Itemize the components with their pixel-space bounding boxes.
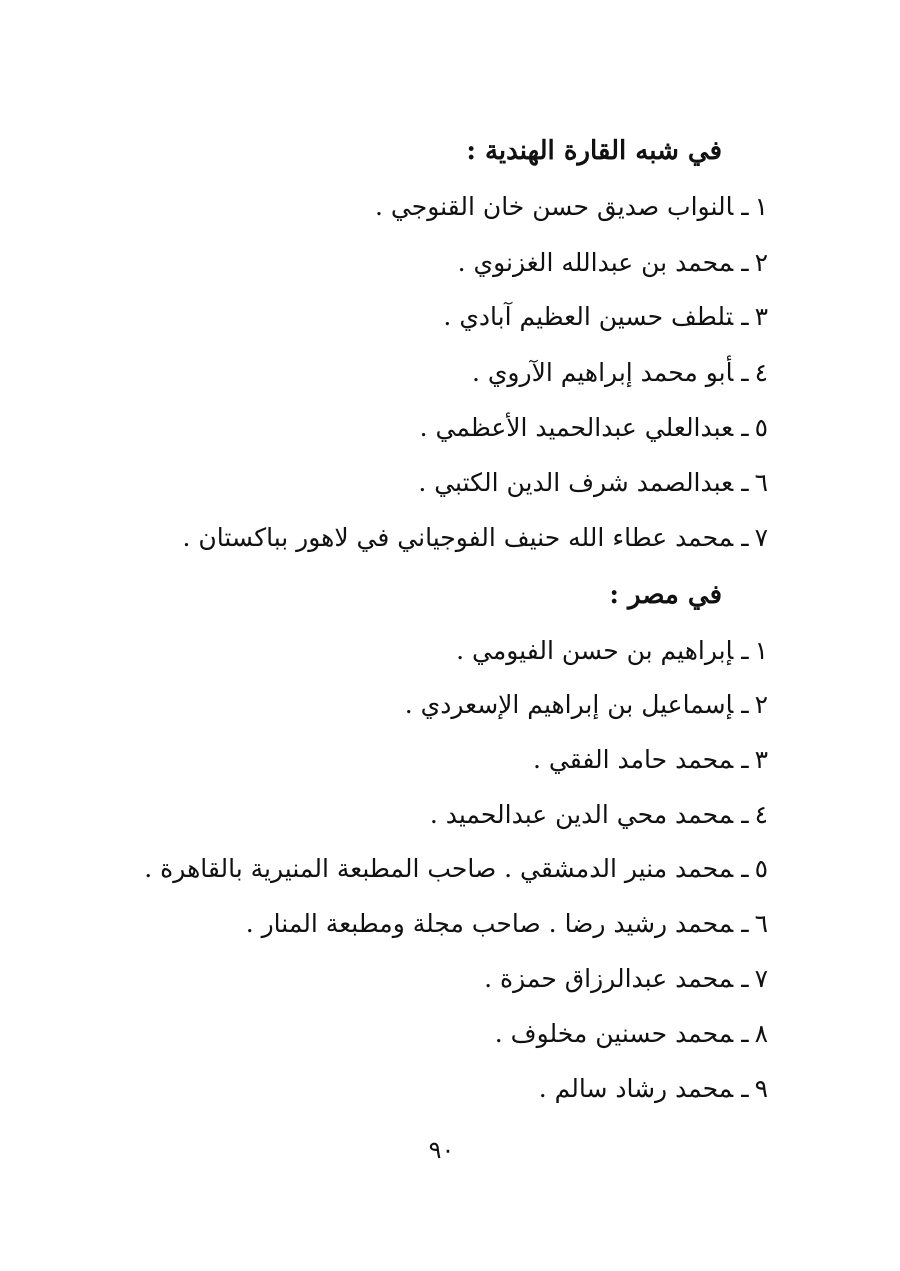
item-dash: ـ	[741, 854, 749, 883]
list-item	[484, 966, 768, 991]
item-number: ٧	[754, 964, 768, 993]
item-number: ٦	[754, 468, 768, 497]
item-dash: ـ	[741, 1019, 749, 1048]
item-dash: ـ	[741, 800, 749, 829]
list-item	[144, 856, 768, 881]
item-dash: ـ	[741, 358, 749, 387]
item-dash: ـ	[741, 909, 749, 938]
item-text: محمد عطاء الله حنيف الفوجياني في لاهور بباكستان .	[182, 523, 734, 552]
page-number: ٩٠	[428, 1136, 455, 1164]
item-number: ١	[754, 636, 768, 665]
item-number: ١	[754, 192, 768, 221]
list-item	[375, 194, 768, 219]
item-number: ٣	[754, 302, 768, 331]
item-dash: ـ	[741, 1074, 749, 1103]
list-item	[533, 747, 768, 772]
item-text: أبو محمد إبراهيم الآروي .	[471, 358, 734, 387]
item-text: محمد منير الدمشقي . صاحب المطبعة المنيرية بالقاهرة .	[144, 854, 734, 883]
list-item	[420, 415, 768, 440]
list-item	[405, 692, 768, 717]
item-dash: ـ	[741, 636, 749, 665]
item-dash: ـ	[741, 413, 749, 442]
item-text: محمد محي الدين عبدالحميد .	[429, 800, 734, 829]
item-number: ٨	[754, 1019, 768, 1048]
item-text: تلطف حسين العظيم آبادي .	[443, 302, 734, 331]
item-dash: ـ	[741, 192, 749, 221]
item-text: عبدالعلي عبدالحميد الأعظمي .	[419, 413, 734, 442]
item-text: محمد حامد الفقي .	[533, 745, 734, 774]
item-dash: ـ	[741, 690, 749, 719]
item-text: محمد رشاد سالم .	[538, 1074, 734, 1103]
item-dash: ـ	[741, 745, 749, 774]
section-heading-indian-subcontinent: في شبه القارة الهندية :	[466, 136, 722, 166]
item-text: محمد عبدالرزاق حمزة .	[484, 964, 734, 993]
item-text: إبراهيم بن حسن الفيومي .	[456, 636, 734, 665]
list-item	[458, 250, 768, 275]
item-number: ٣	[754, 745, 768, 774]
section-heading-egypt: في مصر :	[609, 580, 722, 610]
item-text: عبدالصمد شرف الدين الكتبي .	[418, 468, 734, 497]
list-item	[456, 638, 768, 663]
list-item	[182, 525, 768, 550]
item-dash: ـ	[741, 302, 749, 331]
item-number: ٦	[754, 909, 768, 938]
list-item	[430, 802, 768, 827]
list-item	[443, 304, 768, 329]
list-item	[539, 1076, 768, 1101]
item-text: النواب صديق حسن خان القنوجي .	[375, 192, 734, 221]
list-item	[472, 360, 768, 385]
item-dash: ـ	[741, 523, 749, 552]
item-dash: ـ	[741, 248, 749, 277]
list-item	[418, 470, 768, 495]
item-number: ٩	[754, 1074, 768, 1103]
list-item	[495, 1021, 768, 1046]
item-dash: ـ	[741, 468, 749, 497]
item-text: محمد حسنين مخلوف .	[494, 1019, 734, 1048]
item-number: ٢	[754, 248, 768, 277]
item-text: محمد بن عبدالله الغزنوي .	[457, 248, 734, 277]
item-text: محمد رشيد رضا . صاحب مجلة ومطبعة المنار .	[245, 909, 734, 938]
item-text: إسماعيل بن إبراهيم الإسعردي .	[404, 690, 734, 719]
item-number: ٢	[754, 690, 768, 719]
item-number: ٤	[754, 800, 768, 829]
list-item	[246, 911, 768, 936]
item-number: ٧	[754, 523, 768, 552]
item-number: ٥	[754, 854, 768, 883]
item-dash: ـ	[741, 964, 749, 993]
item-number: ٤	[754, 358, 768, 387]
item-number: ٥	[754, 413, 768, 442]
